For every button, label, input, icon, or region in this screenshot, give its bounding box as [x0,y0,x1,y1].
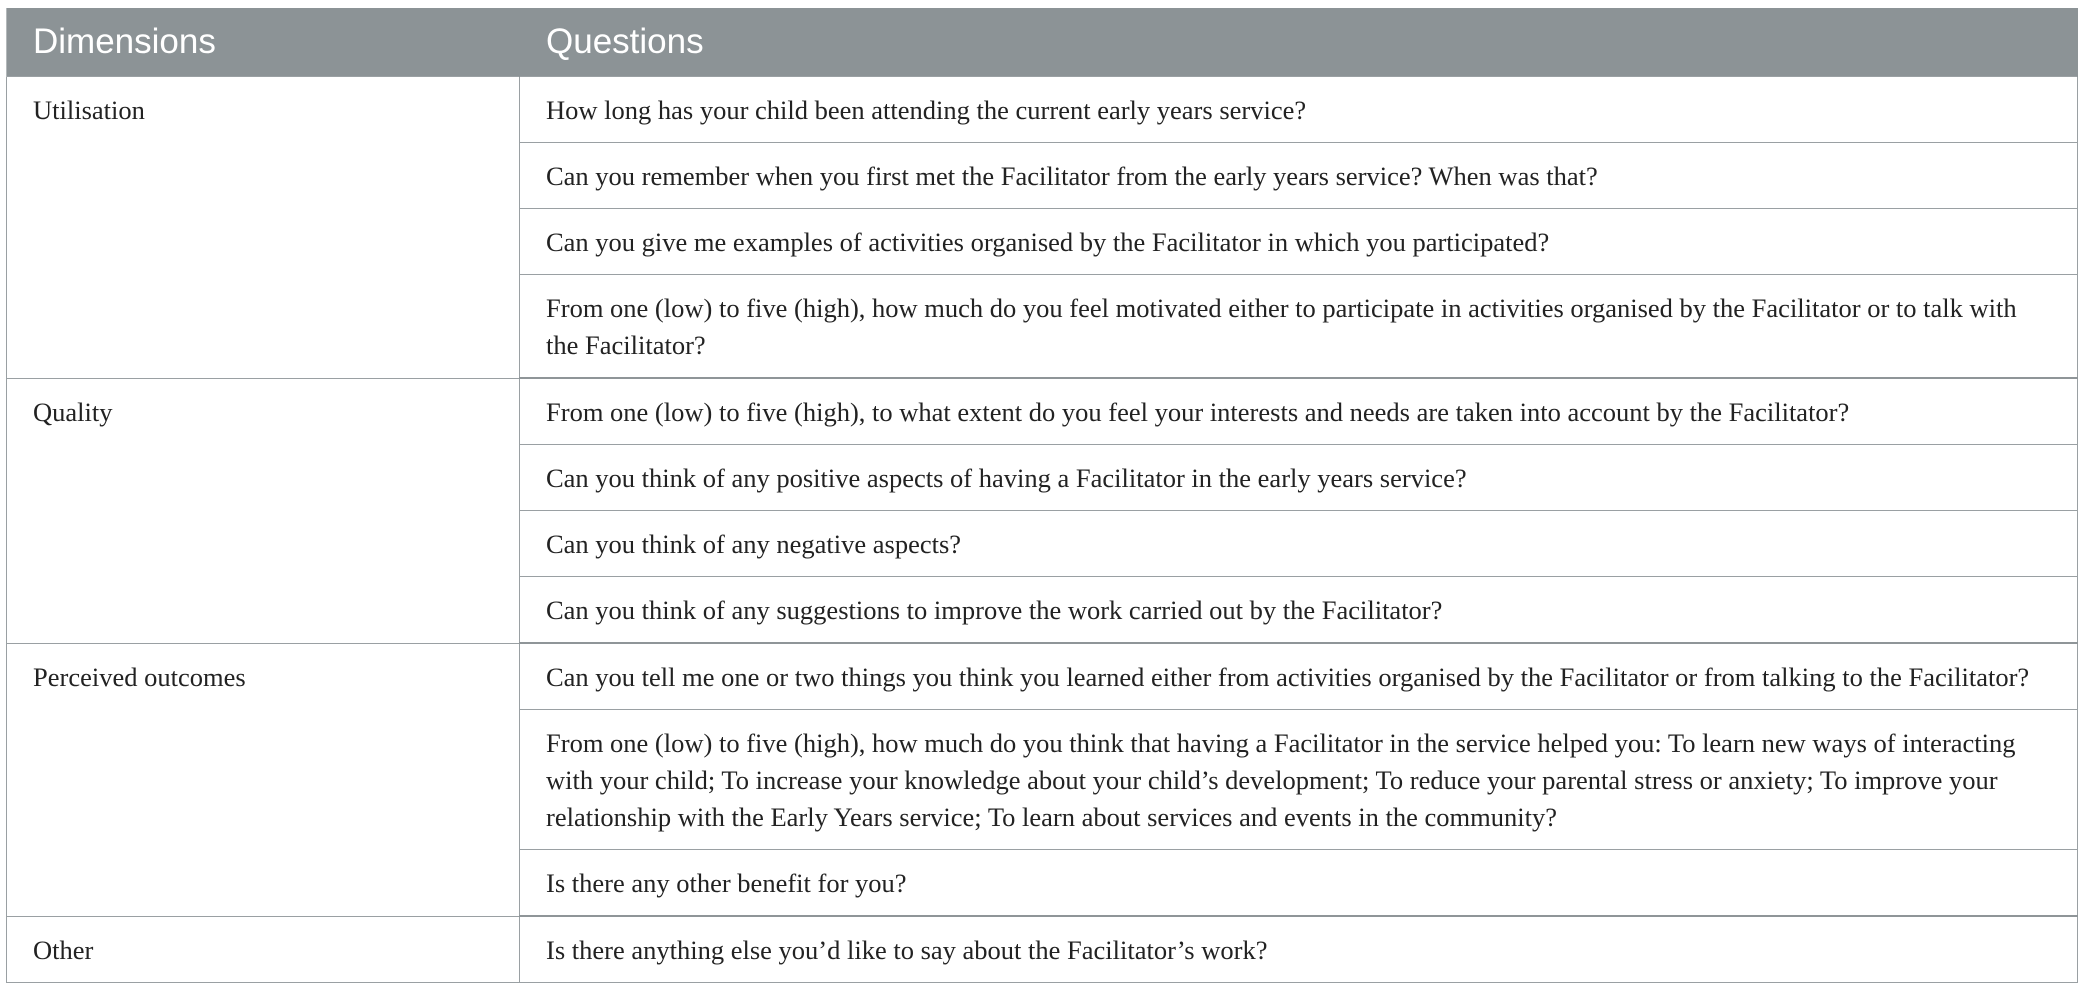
question-cell: Can you think of any suggestions to improve the work carried out by the Facilitator? [520,577,2078,644]
table-row [7,643,2078,710]
question-cell: Can you tell me one or two things you think you learned either from activities organised by the Facilitator or from talking to the Facilitator? [520,643,2078,710]
interview-questions-table [6,8,2078,983]
question-cell: Is there anything else you’d like to say about the Facilitator’s work? [520,916,2078,983]
question-cell: Can you give me examples of activities organised by the Facilitator in which you participated? [520,209,2078,275]
question-cell: From one (low) to five (high), how much do you think that having a Facilitator in the service helped you: To learn new ways of interacting with your child; To increase your knowledge about your child’s development; To reduce your parental stress or anxiety; To improve your relationship with the Early Years service; To learn about services and events in the community? [520,710,2078,850]
question-cell: From one (low) to five (high), how much do you feel motivated either to participate in activities organised by the Facilitator or to talk with the Facilitator? [520,275,2078,379]
table-row [7,916,2078,983]
table-row [7,378,2078,445]
question-cell: Can you think of any positive aspects of having a Facilitator in the early years service? [520,445,2078,511]
dimension-quality: Quality [7,378,520,643]
question-cell: From one (low) to five (high), to what extent do you feel your interests and needs are taken into account by the Facilitator? [520,378,2078,445]
question-cell: Can you think of any negative aspects? [520,511,2078,577]
question-cell: How long has your child been attending the current early years service? [520,77,2078,143]
header-row [7,8,2078,77]
header-dimensions: Dimensions [7,8,520,77]
dimension-perceived-outcomes: Perceived outcomes [7,643,520,916]
interview-questions-table-container [6,8,2077,983]
dimension-other: Other [7,916,520,983]
question-cell: Can you remember when you first met the Facilitator from the early years service? When was that? [520,143,2078,209]
table-header [7,8,2078,77]
header-questions: Questions [520,8,2078,77]
table-row [7,77,2078,143]
dimension-utilisation: Utilisation [7,77,520,379]
question-cell: Is there any other benefit for you? [520,850,2078,917]
table-body [7,77,2078,983]
